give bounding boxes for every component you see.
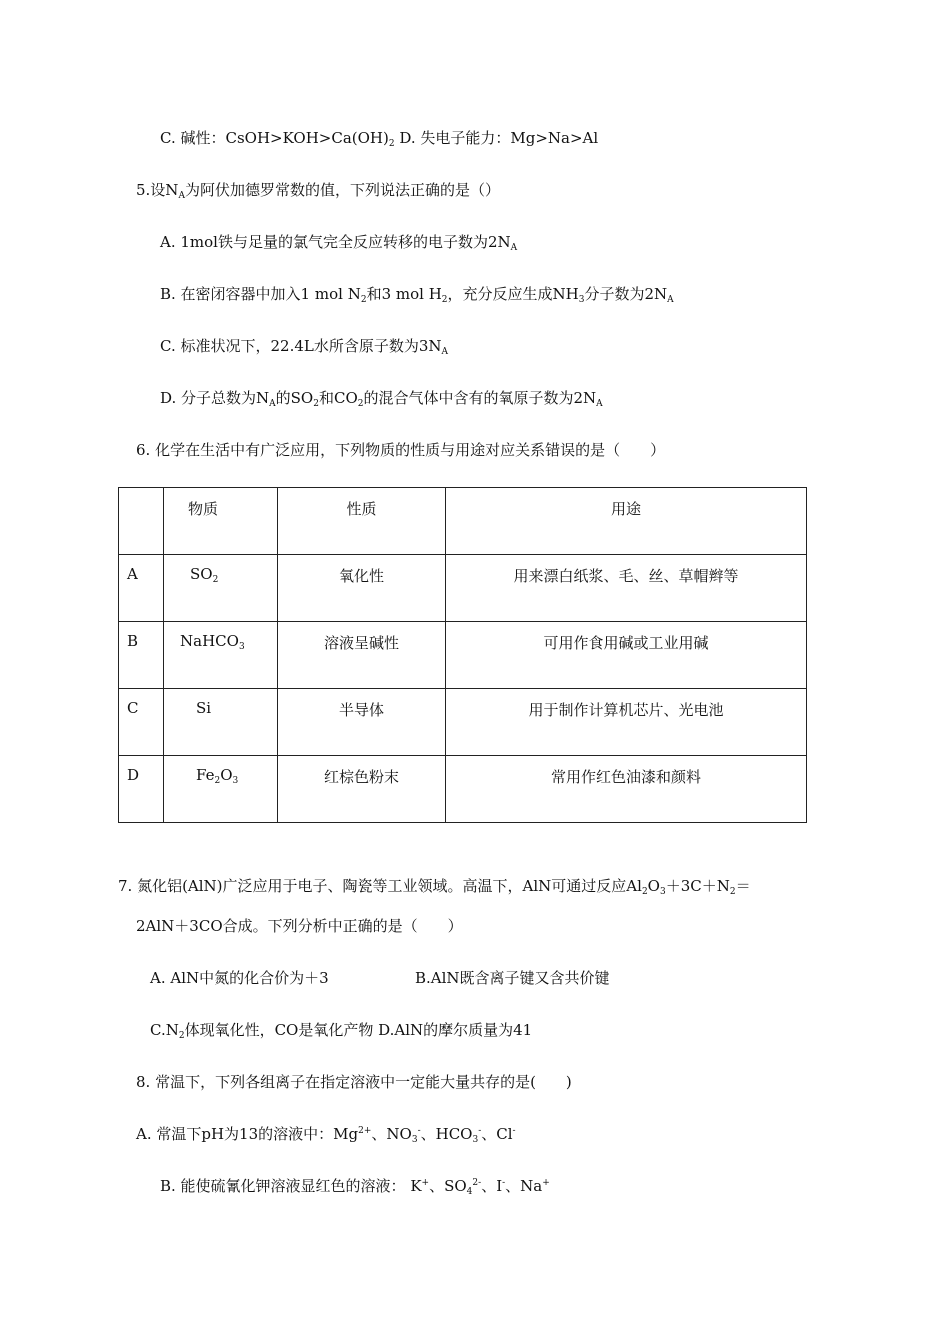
q5-option-d: D. 分子总数为$N_A$的$SO_2$和$CO_2$的混合气体中含有的氧原子数为$2N_A$ — [160, 389, 603, 409]
header-cell-label — [119, 488, 164, 555]
row-property: 氧化性 — [278, 555, 446, 622]
q7-stem-line1: 7. 氮化铝(AlN)广泛应用于电子、陶瓷等工业领域。高温下，AlN可通过反应$Al_2O_3+3C+N_2=$ — [118, 877, 751, 897]
q7-stem-line2: 2AlN＋3CO合成。下列分析中正确的是（ ） — [136, 917, 463, 935]
row-substance: $SO_2$ — [164, 555, 278, 622]
q5-option-a: A. 1mol铁与足量的氯气完全反应转移的电子数为$2N_A$ — [160, 233, 518, 253]
header-cell-property: 性质 — [278, 488, 446, 555]
row-property: 半导体 — [278, 689, 446, 756]
row-use: 可用作食用碱或工业用碱 — [446, 622, 807, 689]
q6-stem: 6. 化学在生活中有广泛应用，下列物质的性质与用途对应关系错误的是（ ） — [136, 441, 666, 459]
row-use: 用于制作计算机芯片、光电池 — [446, 689, 807, 756]
row-use: 常用作红色油漆和颜料 — [446, 756, 807, 823]
table-row — [119, 555, 807, 622]
header-cell-substance: 物质 — [164, 488, 278, 555]
row-substance: NaHCO$_3$ — [164, 622, 278, 689]
row-label: C — [119, 689, 164, 756]
row-label: D — [119, 756, 164, 823]
q7-option-b: B.AlN既含离子键又含共价键 — [415, 969, 610, 987]
row-property: 红棕色粉末 — [278, 756, 446, 823]
q8-option-b: B. 能使硫氰化钾溶液显红色的溶液： K+、$SO_4^{2-}$、I-、Na+ — [160, 1177, 550, 1197]
q5-option-c: C. 标准状况下，22.4L水所含原子数为$3N_A$ — [160, 337, 449, 357]
q6-table — [118, 487, 807, 823]
q8-stem: 8. 常温下，下列各组离子在指定溶液中一定能大量共存的是( ) — [136, 1073, 572, 1091]
row-property: 溶液呈碱性 — [278, 622, 446, 689]
q5-option-b: B. 在密闭容器中加入1 mol $N_2$和3 mol $H_2$，充分反应生成$NH_3$分子数为$2N_A$ — [160, 285, 674, 305]
table-row — [119, 756, 807, 823]
row-use: 用来漂白纸浆、毛、丝、草帽辫等 — [446, 555, 807, 622]
q7-option-a: A. AlN中氮的化合价为＋3 — [150, 969, 329, 987]
q8-option-a: A. 常温下pH为13的溶液中：$Mg^{2+}$、$NO_3^-$、$HCO_3^-$、Cl- — [136, 1125, 516, 1145]
q4-options-cd: C. 碱性：$CsOH>KOH>Ca(OH)_2$ D. 失电子能力：Mg>Na>Al — [160, 129, 599, 149]
row-substance: $Fe_2O_3$ — [164, 756, 278, 823]
table-row — [119, 689, 807, 756]
q7-options-cd: $C.N_2$体现氧化性，CO是氧化产物 D.AlN的摩尔质量为41 — [150, 1021, 533, 1041]
table-header-row — [119, 488, 807, 555]
header-cell-use: 用途 — [446, 488, 807, 555]
row-label: A — [119, 555, 164, 622]
table-row — [119, 622, 807, 689]
row-label: B — [119, 622, 164, 689]
row-substance: Si — [164, 689, 278, 756]
q5-stem: 5.设$N_A$为阿伏加德罗常数的值，下列说法正确的是（） — [136, 181, 500, 201]
